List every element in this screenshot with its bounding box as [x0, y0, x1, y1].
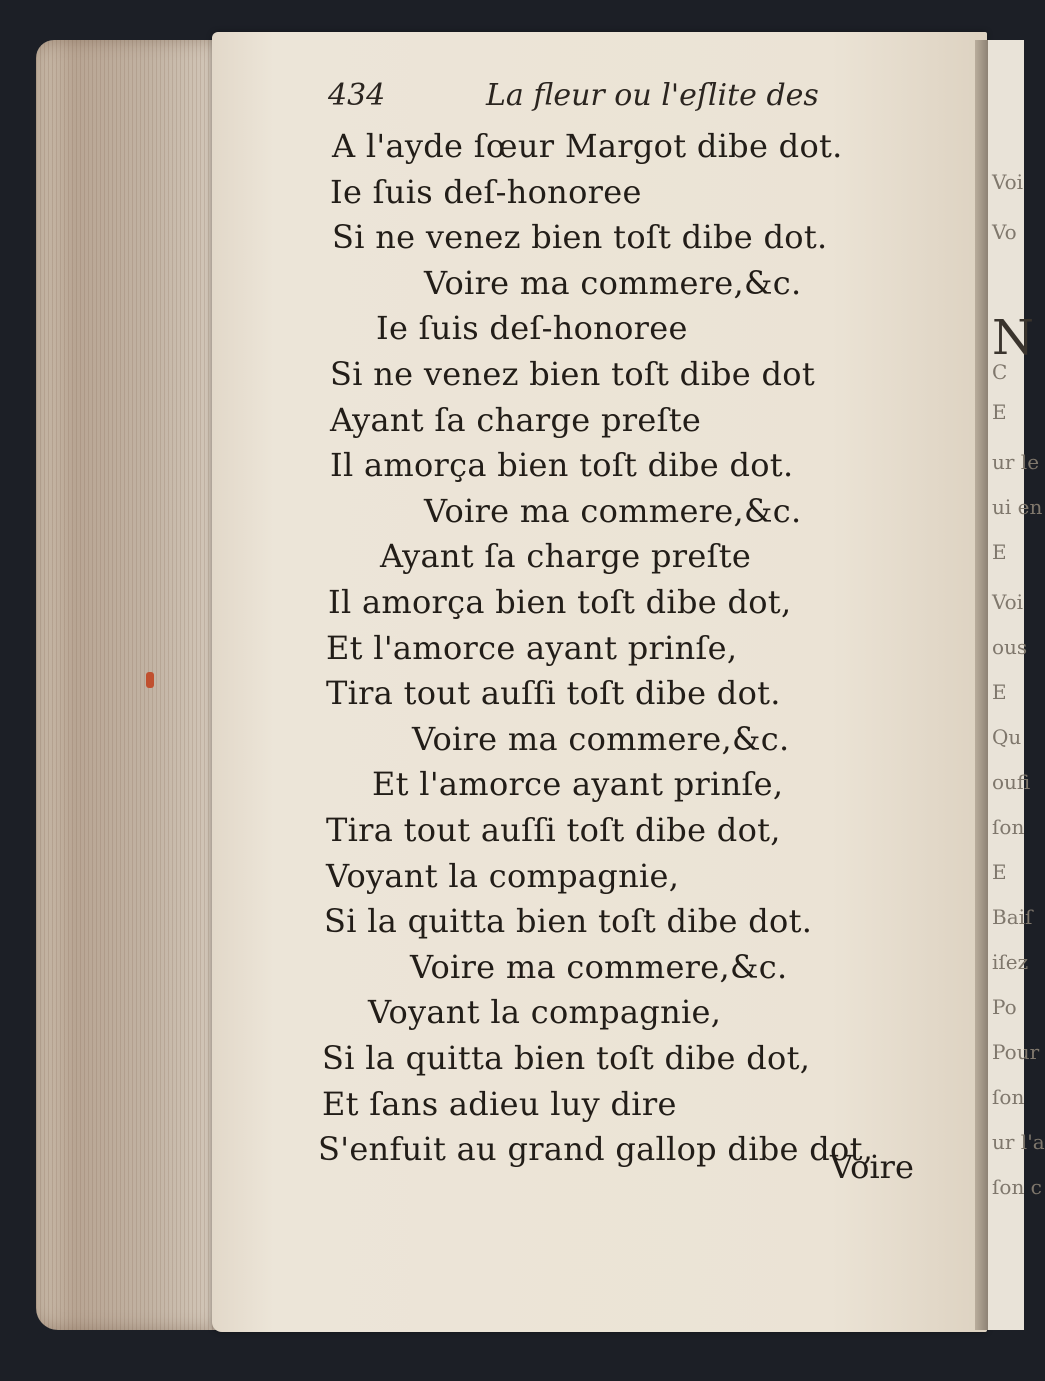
verse-line: Ayant ſa charge preſte — [380, 537, 752, 576]
verse-line: Ie ſuis deſ-honoree — [376, 309, 688, 348]
facing-text-fragment: ous — [992, 635, 1028, 659]
red-edge-mark — [146, 672, 154, 688]
facing-text-fragment: Voi — [992, 170, 1024, 194]
facing-text-fragment: Vo — [992, 220, 1017, 244]
page-header — [328, 78, 818, 122]
verse-line: A l'ayde ſœur Margot dibe dot. — [332, 127, 843, 165]
verse-line: Voyant la compagnie, — [368, 993, 722, 1032]
facing-text-fragment: Baiſ — [992, 905, 1033, 929]
running-title: La fleur ou l'eſlite des — [486, 78, 819, 113]
facing-text-fragment: iſez — [992, 950, 1029, 974]
facing-text-fragment: ur l'a — [992, 1130, 1045, 1154]
verse-line: Et l'amorce ayant prinſe, — [372, 765, 784, 804]
catchword: Voire — [830, 1148, 914, 1186]
facing-text-fragment: ur le — [992, 450, 1040, 474]
verse-line: Si ne venez bien toſt dibe dot. — [332, 218, 828, 257]
verse-line: Il amorça bien toſt dibe dot. — [330, 446, 794, 485]
facing-text-fragment: E — [992, 400, 1007, 424]
verse-line: Tira tout auſſi toſt dibe dot. — [326, 674, 781, 713]
facing-text-fragment: Po — [992, 995, 1017, 1019]
verse-line: Ayant ſa charge preſte — [330, 400, 702, 439]
facing-text-fragment: N — [992, 310, 1034, 366]
facing-text-fragment: E — [992, 540, 1007, 564]
facing-text-fragment: C — [992, 360, 1008, 384]
book-gutter — [975, 40, 989, 1330]
facing-text-fragment: ſon c — [992, 1175, 1042, 1199]
facing-text-fragment: ſon — [992, 815, 1025, 839]
verse-line: Si la quitta bien toſt dibe dot. — [324, 902, 813, 941]
verse-line: Ie ſuis deſ-honoree — [330, 172, 642, 211]
verse-line: Tira tout auſſi toſt dibe dot, — [326, 811, 781, 849]
verse-line: Il amorça bien toſt dibe dot, — [328, 583, 792, 621]
facing-text-fragment: E — [992, 680, 1007, 704]
verse-line: Et ſans adieu luy dire — [322, 1084, 677, 1123]
facing-text-fragment: ſon — [992, 1085, 1025, 1109]
facing-text-fragment: Pour — [992, 1040, 1040, 1064]
verse-line: Voire ma commere,&c. — [424, 491, 802, 530]
verse-line: Et l'amorce ayant prinſe, — [326, 628, 738, 667]
verse-line: S'enfuit au grand gallop dibe dot, — [318, 1130, 874, 1169]
page-number: 434 — [328, 78, 386, 113]
verse-line: Voire ma commere,&c. — [412, 719, 790, 758]
verse-line: Voire ma commere,&c. — [424, 263, 802, 302]
facing-page-fragment — [988, 40, 1045, 1330]
facing-text-fragment: ui en — [992, 495, 1043, 519]
verse-line: Si la quitta bien toſt dibe dot, — [322, 1039, 811, 1077]
facing-text-fragment: oufi — [992, 770, 1031, 794]
verse-line: Si ne venez bien toſt dibe dot — [330, 355, 815, 393]
verse-line: Voire ma commere,&c. — [410, 947, 788, 986]
verse-line: Voyant la compagnie, — [326, 856, 680, 895]
facing-text-fragment: Voi — [992, 590, 1024, 614]
facing-text-fragment: E — [992, 860, 1007, 884]
page-edges — [36, 40, 226, 1330]
left-page — [212, 32, 987, 1332]
facing-text-fragment: Qu — [992, 725, 1022, 749]
